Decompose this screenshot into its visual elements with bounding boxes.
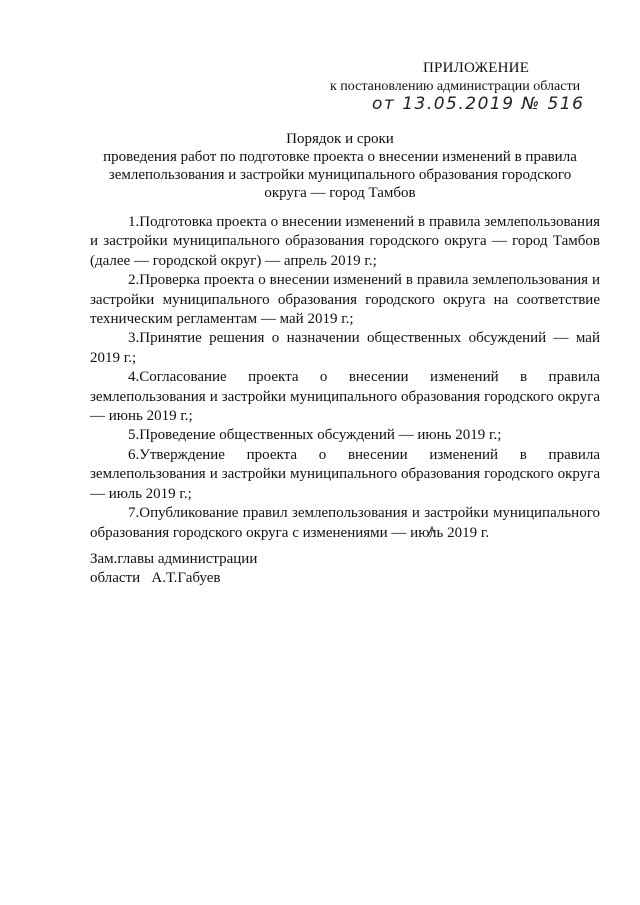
appendix-subtitle: к постановлению администрации области bbox=[330, 79, 581, 94]
signature-line bbox=[90, 569, 257, 588]
list-item: 4.Согласование проекта о внесении изменений в правила землепользования и застройки муниципального образования городского округа — июнь 2019 г.; bbox=[90, 369, 600, 425]
heading-title: Порядок и сроки bbox=[286, 131, 394, 147]
list-item: 5.Проведение общественных обсуждений — июнь 2019 г.; bbox=[128, 427, 502, 444]
heading-subtitle: проведения работ по подготовке проекта о внесении изменений в правила землепользования и застройки муниципального образования городского округа — город Тамбов bbox=[103, 149, 577, 201]
list-item: 6.Утверждение проекта о внесении изменений в правила землепользования и застройки муниципального образования городского округа — июль 2019 г.; bbox=[90, 446, 600, 502]
list-item: 1.Подготовка проекта о внесении изменений в правила землепользования и застройки муниципального образования городского округа — город Тамбов (далее — городской округ) — апрель 2019 г.; bbox=[90, 214, 600, 269]
list-item: 3.Принятие решения о назначении общественных обсуждений — май 2019 г.; bbox=[90, 330, 600, 366]
signature-org: области bbox=[90, 570, 141, 586]
work-list bbox=[90, 213, 600, 543]
appendix-title: ПРИЛОЖЕНИЕ bbox=[423, 60, 530, 76]
handwritten-date: от 13.05.2019 № 516 bbox=[372, 94, 585, 114]
signature-name: А.Т.Габуев bbox=[151, 570, 221, 586]
list-item: 7.Опубликование правил землепользования и застройки муниципального образования городского округа с изменениями — июль 2019 г. bbox=[90, 505, 600, 541]
pen-mark-icon bbox=[426, 524, 438, 538]
signature-position: Зам.главы администрации bbox=[90, 551, 258, 567]
list-item: 2.Проверка проекта о внесении изменений в правила землепользования и застройки муниципального образования городского округа на соответствие техническим регламентам — май 2019 г.; bbox=[90, 272, 600, 328]
document-heading bbox=[95, 130, 585, 202]
signature-block bbox=[90, 550, 257, 588]
